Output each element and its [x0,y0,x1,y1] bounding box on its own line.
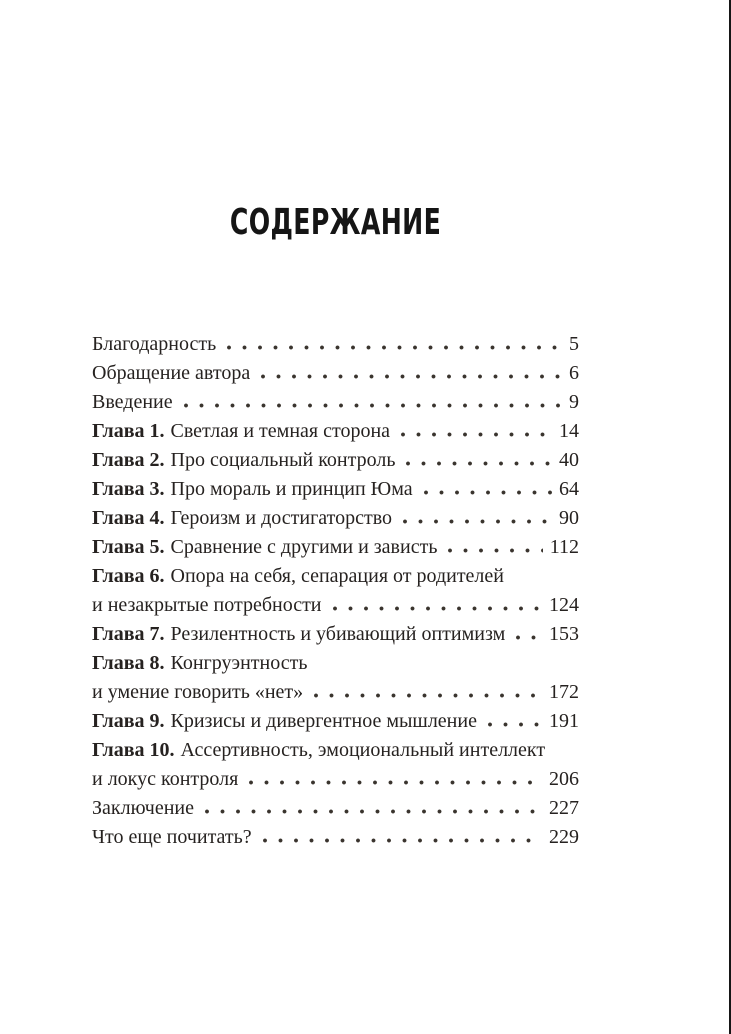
toc-row [92,591,579,620]
toc-row [92,417,579,446]
dot-leader [226,343,562,350]
toc-row [92,823,579,852]
toc-entry-title: Ассертивность, эмоциональный интеллект [180,739,546,761]
toc-entry-title: Что еще почитать? [92,826,252,848]
toc-page-number: 153 [549,623,579,645]
toc-entry-title: Резилентность и убивающий оптимизм [170,623,506,645]
dot-leader [260,372,562,379]
toc-page-number: 191 [549,710,579,732]
toc-entry-title: Введение [92,391,173,413]
toc-chapter-prefix: Глава 9. [92,710,165,732]
toc-chapter-prefix: Глава 3. [92,478,165,500]
toc-entry-title: Светлая и темная сторона [170,420,391,442]
toc-page-number: 227 [549,797,579,819]
toc-chapter-prefix: Глава 1. [92,420,165,442]
toc-entry-title: Про мораль и принцип Юма [170,478,413,500]
toc-row [92,359,579,388]
dot-leader [402,517,552,524]
toc-row [92,620,579,649]
dot-leader [332,604,542,611]
toc-chapter-prefix: Глава 2. [92,449,165,471]
toc-entry-title: Благодарность [92,333,217,355]
toc-row [92,707,579,736]
toc-entry-title: Опора на себя, сепарация от родителей [170,565,504,587]
toc-entry-title: и локус контроля [92,768,239,790]
toc-page-number: 172 [549,681,579,703]
dot-leader [487,720,542,727]
toc-entry-title: Сравнение с другими и зависть [170,536,438,558]
dot-leader [400,430,552,437]
page-title: СОДЕРЖАНИЕ [229,202,442,243]
toc-page-number: 6 [569,362,579,384]
toc-page-number: 40 [559,449,579,471]
dot-leader [423,488,552,495]
toc-entry-title: Обращение автора [92,362,251,384]
toc-entry-title: Конгруэнтность [170,652,308,674]
toc-entry-title: и незакрытые потребности [92,594,322,616]
dot-leader [405,459,552,466]
toc-row [92,794,579,823]
dot-leader [515,633,542,640]
toc-page-number: 229 [549,826,579,848]
toc-row [92,533,579,562]
toc-row [92,475,579,504]
toc-entry-title: Героизм и достигаторство [170,507,393,529]
dot-leader [204,807,542,814]
dot-leader [262,836,542,843]
toc-entry-title: Заключение [92,797,194,819]
toc-page-number: 14 [559,420,579,442]
toc-chapter-prefix: Глава 10. [92,739,175,761]
dot-leader [183,401,562,408]
toc-page-number: 64 [559,478,579,500]
toc-row [92,504,579,533]
dot-leader [447,546,542,553]
toc-page-number: 206 [549,768,579,790]
dot-leader [248,778,542,785]
toc-row [92,678,579,707]
toc-row [92,446,579,475]
toc-chapter-prefix: Глава 4. [92,507,165,529]
toc-entry-title: и умение говорить «нет» [92,681,304,703]
dot-leader [313,691,542,698]
toc-row [92,562,579,591]
toc-chapter-prefix: Глава 5. [92,536,165,558]
toc-page-number: 5 [569,333,579,355]
toc-row [92,330,579,359]
toc-row [92,736,579,765]
toc-row [92,765,579,794]
toc-chapter-prefix: Глава 8. [92,652,165,674]
toc-page-number: 112 [549,536,579,558]
toc-page-number: 9 [569,391,579,413]
toc-list [92,330,579,852]
toc-page-number: 90 [559,507,579,529]
toc-row [92,649,579,678]
toc-entry-title: Про социальный контроль [170,449,396,471]
toc-page-number: 124 [549,594,579,616]
toc-chapter-prefix: Глава 6. [92,565,165,587]
toc-row [92,388,579,417]
toc-entry-title: Кризисы и дивергентное мышление [170,710,477,732]
toc-chapter-prefix: Глава 7. [92,623,165,645]
